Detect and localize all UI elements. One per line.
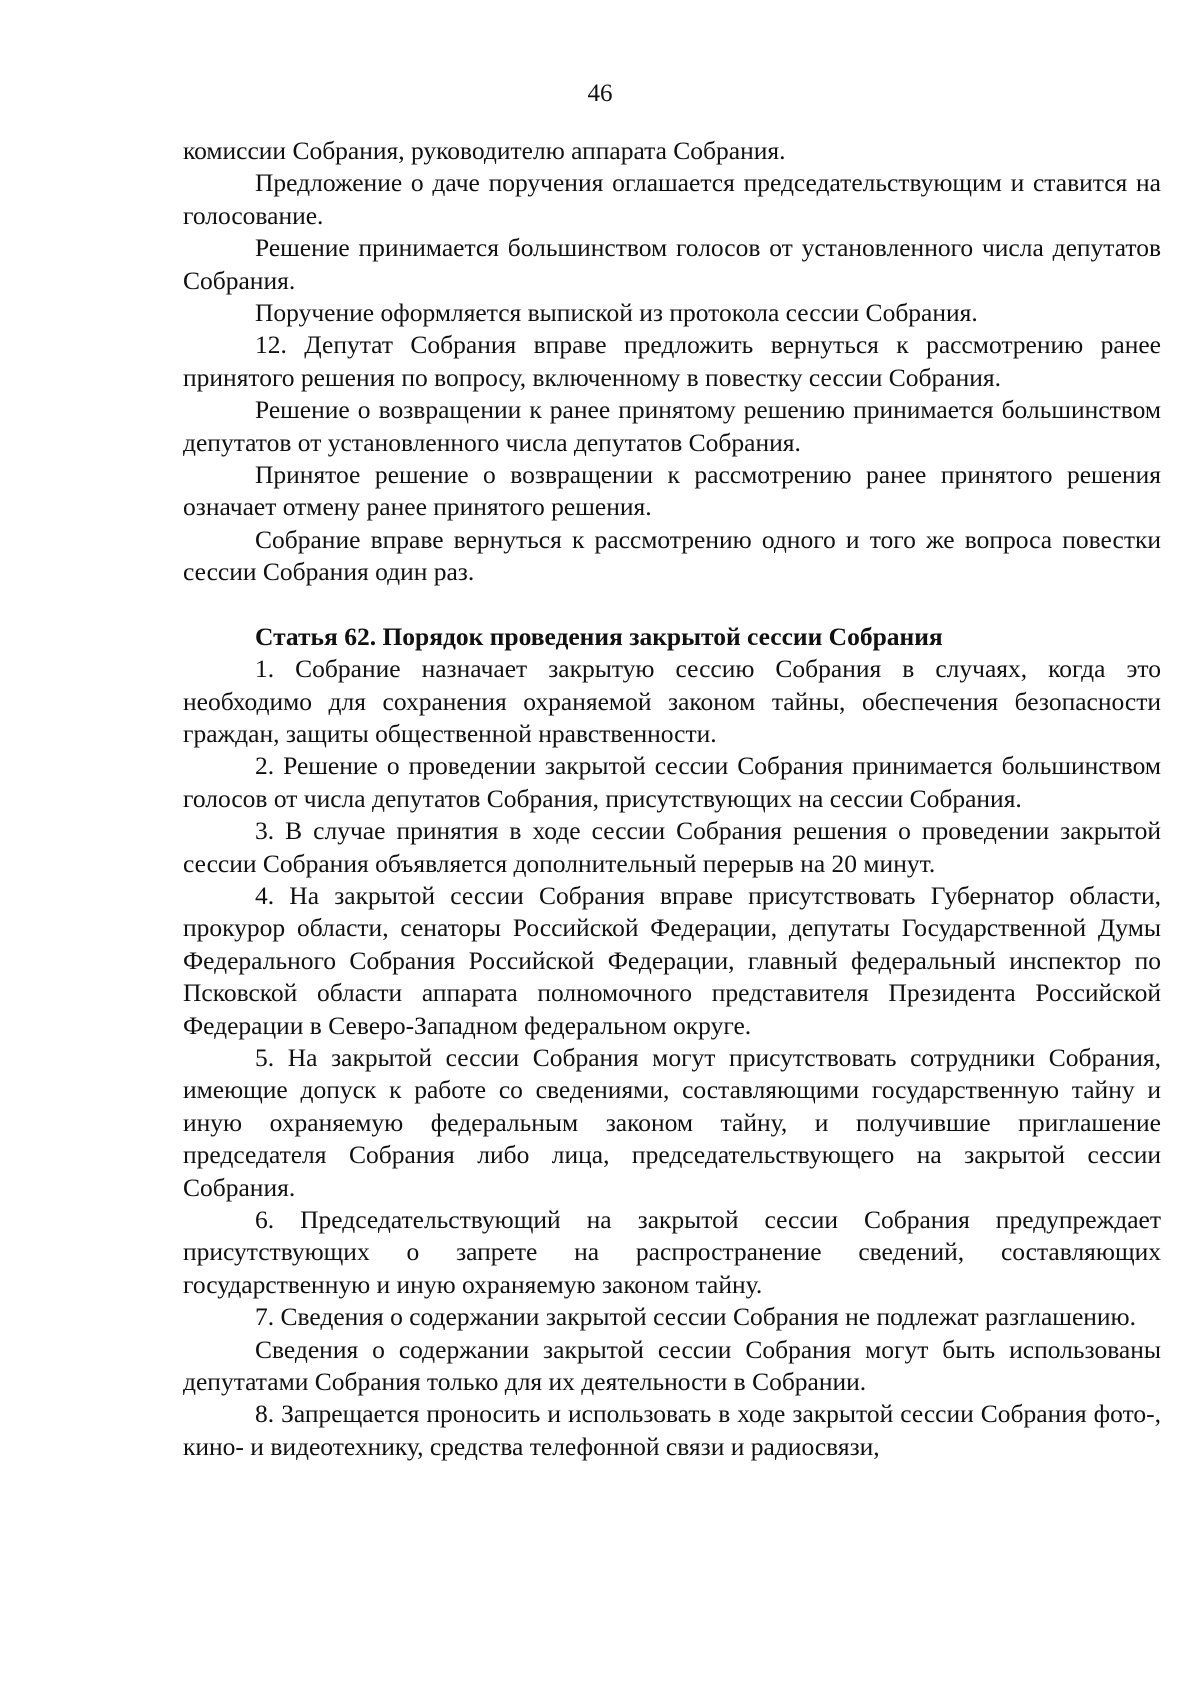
paragraph: 3. В случае принятия в ходе сессии Собрания решения о проведении закрытой сессии Собрания объявляется дополнительный перерыв на 20 минут. — [183, 816, 1161, 878]
paragraph: Поручение оформляется выпиской из протокола сессии Собрания. — [255, 298, 978, 328]
paragraph: Решение о возвращении к ранее принятому решению принимается большинством депутатов от установленного числа депутатов Собрания. — [183, 395, 1161, 457]
paragraph: 6. Председательствующий на закрытой сессии Собрания предупреждает присутствующих о запрете на распространение сведений, составляющих государственную и иную охраняемую законом тайну. — [183, 1205, 1161, 1299]
paragraph: Предложение о даче поручения оглашается председательствующим и ставится на голосование. — [183, 168, 1161, 230]
paragraph: 2. Решение о проведении закрытой сессии Собрания принимается большинством голосов от числа депутатов Собрания, присутствующих на сессии Собрания. — [183, 751, 1161, 813]
paragraph: 1. Собрание назначает закрытую сессию Собрания в случаях, когда это необходимо для сохранения охраняемой законом тайны, обеспечения безопасности граждан, защиты общественной нравственности. — [183, 654, 1161, 748]
paragraph-continuation: комиссии Собрания, руководителю аппарата Собрания. — [183, 136, 786, 165]
document-body — [183, 135, 1161, 1463]
paragraph: Собрание вправе вернуться к рассмотрению одного и того же вопроса повестки сессии Собрания один раз. — [183, 524, 1161, 587]
paragraph: 5. На закрытой сессии Собрания могут присутствовать сотрудники Собрания, имеющие допуск к работе со сведениями, составляющими государственную тайну и иную охраняемую федеральным законом тайну, и получившие приглашение председателя Собрания либо лица, председательствующего на закрытой сессии Собрания. — [183, 1042, 1161, 1202]
paragraph: 12. Депутат Собрания вправе предложить вернуться к рассмотрению ранее принятого решения по вопросу, включенному в повестку сессии Собрания. — [183, 330, 1161, 392]
paragraph: Решение принимается большинством голосов от установленного числа депутатов Собрания. — [183, 233, 1161, 295]
paragraph: Принятое решение о возвращении к рассмотрению ранее принятого решения означает отмену ранее принятого решения. — [183, 460, 1161, 522]
paragraph: 8. Запрещается проносить и использовать в ходе закрытой сессии Собрания фото-, кино- и видеотехнику, средства телефонной связи и радиосвязи, — [183, 1399, 1161, 1461]
paragraph: 7. Сведения о содержании закрытой сессии Собрания не подлежат разглашению. — [255, 1302, 1136, 1332]
paragraph: 4. На закрытой сессии Собрания вправе присутствовать Губернатор области, прокурор области, сенаторы Российской Федерации, депутаты Государственной Думы Федерального Собрания Российской Федерации, главный федеральный инспектор по Псковской области аппарата полномочного представителя Президента Российской Федерации в Северо-Западном федеральном округе. — [183, 880, 1161, 1040]
page-number: 46 — [587, 80, 613, 107]
article-heading: Статья 62. Порядок проведения закрытой сессии Собрания — [255, 621, 943, 651]
paragraph: Сведения о содержании закрытой сессии Собрания могут быть использованы депутатами Собрания только для их деятельности в Собрании. — [183, 1334, 1161, 1397]
